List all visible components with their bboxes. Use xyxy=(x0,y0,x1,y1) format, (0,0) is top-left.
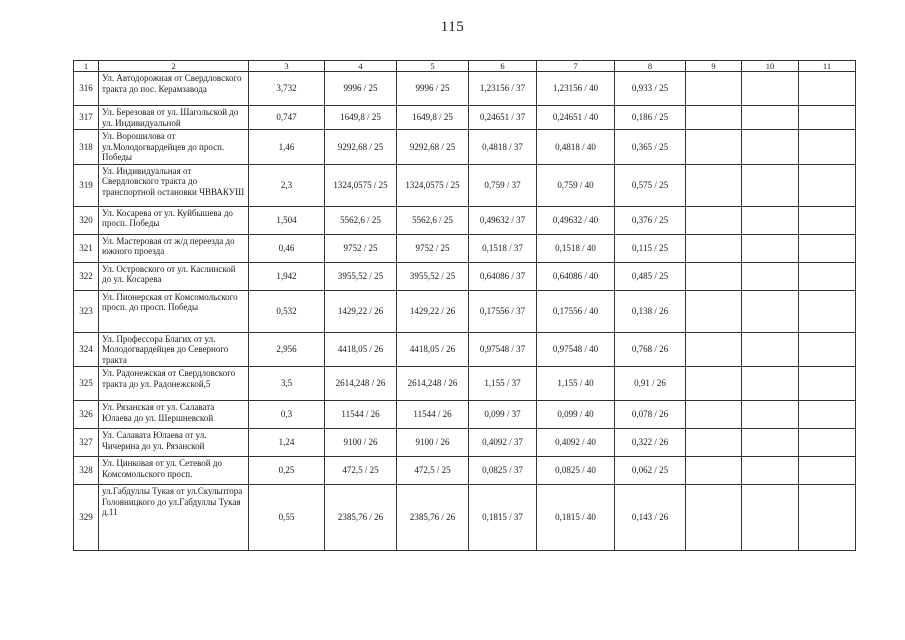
column-header: 3 xyxy=(249,61,325,72)
value-cell-4: 9292,68 / 25 xyxy=(325,130,397,165)
column-header: 9 xyxy=(686,61,742,72)
empty-cell-11 xyxy=(799,234,856,262)
value-cell-7: 1,155 / 40 xyxy=(537,367,615,401)
row-number-cell: 323 xyxy=(74,290,99,332)
row-number-cell: 321 xyxy=(74,234,99,262)
empty-cell-10 xyxy=(742,367,799,401)
row-number-cell: 329 xyxy=(74,485,99,551)
empty-cell-10 xyxy=(742,429,799,457)
column-header: 5 xyxy=(397,61,469,72)
value-cell-7: 0,0825 / 40 xyxy=(537,457,615,485)
value-cell-5: 4418,05 / 26 xyxy=(397,332,469,367)
empty-cell-10 xyxy=(742,234,799,262)
empty-cell-9 xyxy=(686,130,742,165)
length-cell: 3,732 xyxy=(249,72,325,106)
value-cell-6: 0,49632 / 37 xyxy=(469,206,537,234)
value-cell-6: 0,4092 / 37 xyxy=(469,429,537,457)
column-header: 11 xyxy=(799,61,856,72)
length-cell: 3,5 xyxy=(249,367,325,401)
value-cell-8: 0,062 / 25 xyxy=(615,457,686,485)
value-cell-5: 1324,0575 / 25 xyxy=(397,164,469,206)
empty-cell-10 xyxy=(742,130,799,165)
row-number-cell: 322 xyxy=(74,262,99,290)
value-cell-6: 0,0825 / 37 xyxy=(469,457,537,485)
table-row xyxy=(74,332,856,367)
page-number: 115 xyxy=(440,19,465,35)
empty-cell-10 xyxy=(742,106,799,130)
value-cell-8: 0,115 / 25 xyxy=(615,234,686,262)
value-cell-8: 0,138 / 26 xyxy=(615,290,686,332)
value-cell-5: 472,5 / 25 xyxy=(397,457,469,485)
empty-cell-9 xyxy=(686,429,742,457)
street-name-cell: Ул. Ворошилова от ул.Молодогвардейцев до просп. Победы xyxy=(99,130,249,165)
value-cell-4: 3955,52 / 25 xyxy=(325,262,397,290)
column-header: 8 xyxy=(615,61,686,72)
value-cell-6: 0,1815 / 37 xyxy=(469,485,537,551)
street-name-cell: Ул. Березовая от ул. Шагольской до ул. Индивидуальной xyxy=(99,106,249,130)
value-cell-5: 9752 / 25 xyxy=(397,234,469,262)
length-cell: 0,532 xyxy=(249,290,325,332)
value-cell-7: 0,97548 / 40 xyxy=(537,332,615,367)
table-row xyxy=(74,72,856,106)
empty-cell-11 xyxy=(799,290,856,332)
empty-cell-9 xyxy=(686,206,742,234)
value-cell-4: 4418,05 / 26 xyxy=(325,332,397,367)
table-row xyxy=(74,401,856,429)
empty-cell-9 xyxy=(686,164,742,206)
value-cell-5: 9996 / 25 xyxy=(397,72,469,106)
value-cell-7: 0,49632 / 40 xyxy=(537,206,615,234)
value-cell-6: 0,24651 / 37 xyxy=(469,106,537,130)
empty-cell-10 xyxy=(742,164,799,206)
column-header: 4 xyxy=(325,61,397,72)
value-cell-8: 0,485 / 25 xyxy=(615,262,686,290)
table-row xyxy=(74,106,856,130)
empty-cell-9 xyxy=(686,332,742,367)
empty-cell-9 xyxy=(686,262,742,290)
empty-cell-10 xyxy=(742,332,799,367)
empty-cell-11 xyxy=(799,106,856,130)
length-cell: 1,24 xyxy=(249,429,325,457)
length-cell: 0,25 xyxy=(249,457,325,485)
street-name-cell: Ул. Мастеровая от ж/д переезда до южного проезда xyxy=(99,234,249,262)
empty-cell-10 xyxy=(742,262,799,290)
value-cell-4: 1429,22 / 26 xyxy=(325,290,397,332)
empty-cell-9 xyxy=(686,457,742,485)
value-cell-7: 0,759 / 40 xyxy=(537,164,615,206)
value-cell-4: 472,5 / 25 xyxy=(325,457,397,485)
empty-cell-10 xyxy=(742,485,799,551)
length-cell: 0,46 xyxy=(249,234,325,262)
empty-cell-10 xyxy=(742,72,799,106)
column-header: 2 xyxy=(99,61,249,72)
table-row xyxy=(74,262,856,290)
empty-cell-11 xyxy=(799,72,856,106)
row-number-cell: 325 xyxy=(74,367,99,401)
value-cell-8: 0,91 / 26 xyxy=(615,367,686,401)
value-cell-5: 2385,76 / 26 xyxy=(397,485,469,551)
value-cell-4: 9100 / 26 xyxy=(325,429,397,457)
value-cell-4: 9752 / 25 xyxy=(325,234,397,262)
empty-cell-11 xyxy=(799,485,856,551)
value-cell-8: 0,322 / 26 xyxy=(615,429,686,457)
value-cell-6: 1,23156 / 37 xyxy=(469,72,537,106)
empty-cell-11 xyxy=(799,367,856,401)
header-row xyxy=(74,61,856,72)
empty-cell-11 xyxy=(799,262,856,290)
value-cell-8: 0,365 / 25 xyxy=(615,130,686,165)
length-cell: 0,3 xyxy=(249,401,325,429)
value-cell-6: 0,97548 / 37 xyxy=(469,332,537,367)
value-cell-8: 0,768 / 26 xyxy=(615,332,686,367)
value-cell-8: 0,933 / 25 xyxy=(615,72,686,106)
value-cell-5: 1649,8 / 25 xyxy=(397,106,469,130)
row-number-cell: 327 xyxy=(74,429,99,457)
table-row xyxy=(74,130,856,165)
length-cell: 0,747 xyxy=(249,106,325,130)
street-name-cell: Ул. Салавата Юлаева от ул. Чичерина до ул. Рязанской xyxy=(99,429,249,457)
row-number-cell: 317 xyxy=(74,106,99,130)
value-cell-5: 3955,52 / 25 xyxy=(397,262,469,290)
value-cell-7: 0,1815 / 40 xyxy=(537,485,615,551)
empty-cell-10 xyxy=(742,206,799,234)
value-cell-7: 0,64086 / 40 xyxy=(537,262,615,290)
length-cell: 1,46 xyxy=(249,130,325,165)
value-cell-6: 0,759 / 37 xyxy=(469,164,537,206)
street-name-cell: ул.Габдуллы Тукая от ул.Скульптора Головницкого до ул.Габдуллы Тукая д.11 xyxy=(99,485,249,551)
value-cell-7: 0,4818 / 40 xyxy=(537,130,615,165)
street-name-cell: Ул. Цинковая от ул. Сетевой до Комсомольского просп. xyxy=(99,457,249,485)
street-name-cell: Ул. Автодорожная от Свердловского тракта до пос. Керамзавода xyxy=(99,72,249,106)
value-cell-7: 1,23156 / 40 xyxy=(537,72,615,106)
empty-cell-11 xyxy=(799,130,856,165)
table-row xyxy=(74,429,856,457)
value-cell-4: 1649,8 / 25 xyxy=(325,106,397,130)
street-name-cell: Ул. Косарева от ул. Куйбышева до просп. Победы xyxy=(99,206,249,234)
empty-cell-11 xyxy=(799,401,856,429)
value-cell-7: 0,17556 / 40 xyxy=(537,290,615,332)
empty-cell-9 xyxy=(686,401,742,429)
row-number-cell: 318 xyxy=(74,130,99,165)
empty-cell-9 xyxy=(686,106,742,130)
table-row xyxy=(74,457,856,485)
row-number-cell: 320 xyxy=(74,206,99,234)
value-cell-4: 5562,6 / 25 xyxy=(325,206,397,234)
row-number-cell: 319 xyxy=(74,164,99,206)
value-cell-5: 9292,68 / 25 xyxy=(397,130,469,165)
value-cell-5: 9100 / 26 xyxy=(397,429,469,457)
table-row xyxy=(74,164,856,206)
street-name-cell: Ул. Радонежская от Свердловского тракта до ул. Радонежской,5 xyxy=(99,367,249,401)
column-header: 1 xyxy=(74,61,99,72)
value-cell-6: 1,155 / 37 xyxy=(469,367,537,401)
empty-cell-9 xyxy=(686,72,742,106)
value-cell-8: 0,575 / 25 xyxy=(615,164,686,206)
value-cell-5: 5562,6 / 25 xyxy=(397,206,469,234)
value-cell-5: 2614,248 / 26 xyxy=(397,367,469,401)
street-name-cell: Ул. Профессора Благих от ул. Молодогвардейцев до Северного тракта xyxy=(99,332,249,367)
column-header: 6 xyxy=(469,61,537,72)
value-cell-4: 2385,76 / 26 xyxy=(325,485,397,551)
value-cell-8: 0,376 / 25 xyxy=(615,206,686,234)
street-name-cell: Ул. Пионерская от Комсомольского просп. до просп. Победы xyxy=(99,290,249,332)
empty-cell-11 xyxy=(799,457,856,485)
empty-cell-11 xyxy=(799,332,856,367)
empty-cell-10 xyxy=(742,401,799,429)
value-cell-4: 11544 / 26 xyxy=(325,401,397,429)
empty-cell-10 xyxy=(742,457,799,485)
value-cell-6: 0,64086 / 37 xyxy=(469,262,537,290)
empty-cell-11 xyxy=(799,206,856,234)
value-cell-8: 0,186 / 25 xyxy=(615,106,686,130)
street-name-cell: Ул. Индивидуальная от Свердловского тракта до транспортной остановки ЧВВАКУШ xyxy=(99,164,249,206)
table-row xyxy=(74,290,856,332)
empty-cell-9 xyxy=(686,290,742,332)
value-cell-4: 1324,0575 / 25 xyxy=(325,164,397,206)
value-cell-5: 11544 / 26 xyxy=(397,401,469,429)
value-cell-8: 0,143 / 26 xyxy=(615,485,686,551)
row-number-cell: 326 xyxy=(74,401,99,429)
table-body xyxy=(74,72,856,551)
length-cell: 1,504 xyxy=(249,206,325,234)
empty-cell-9 xyxy=(686,234,742,262)
value-cell-6: 0,099 / 37 xyxy=(469,401,537,429)
table-row xyxy=(74,367,856,401)
empty-cell-11 xyxy=(799,429,856,457)
length-cell: 2,956 xyxy=(249,332,325,367)
length-cell: 2,3 xyxy=(249,164,325,206)
table-row xyxy=(74,206,856,234)
street-name-cell: Ул. Островского от ул. Каслинской до ул. Косарева xyxy=(99,262,249,290)
value-cell-4: 2614,248 / 26 xyxy=(325,367,397,401)
column-header: 10 xyxy=(742,61,799,72)
table-row xyxy=(74,485,856,551)
value-cell-6: 0,17556 / 37 xyxy=(469,290,537,332)
value-cell-6: 0,1518 / 37 xyxy=(469,234,537,262)
length-cell: 1,942 xyxy=(249,262,325,290)
value-cell-7: 0,099 / 40 xyxy=(537,401,615,429)
row-number-cell: 328 xyxy=(74,457,99,485)
column-header: 7 xyxy=(537,61,615,72)
empty-cell-10 xyxy=(742,290,799,332)
value-cell-7: 0,4092 / 40 xyxy=(537,429,615,457)
empty-cell-9 xyxy=(686,367,742,401)
table-row xyxy=(74,234,856,262)
value-cell-6: 0,4818 / 37 xyxy=(469,130,537,165)
value-cell-4: 9996 / 25 xyxy=(325,72,397,106)
street-name-cell: Ул. Рязанская от ул. Салавата Юлаева до ул. Шершневской xyxy=(99,401,249,429)
length-cell: 0,55 xyxy=(249,485,325,551)
row-number-cell: 324 xyxy=(74,332,99,367)
value-cell-7: 0,1518 / 40 xyxy=(537,234,615,262)
value-cell-7: 0,24651 / 40 xyxy=(537,106,615,130)
value-cell-5: 1429,22 / 26 xyxy=(397,290,469,332)
row-number-cell: 316 xyxy=(74,72,99,106)
empty-cell-9 xyxy=(686,485,742,551)
empty-cell-11 xyxy=(799,164,856,206)
data-table xyxy=(73,60,856,551)
value-cell-8: 0,078 / 26 xyxy=(615,401,686,429)
